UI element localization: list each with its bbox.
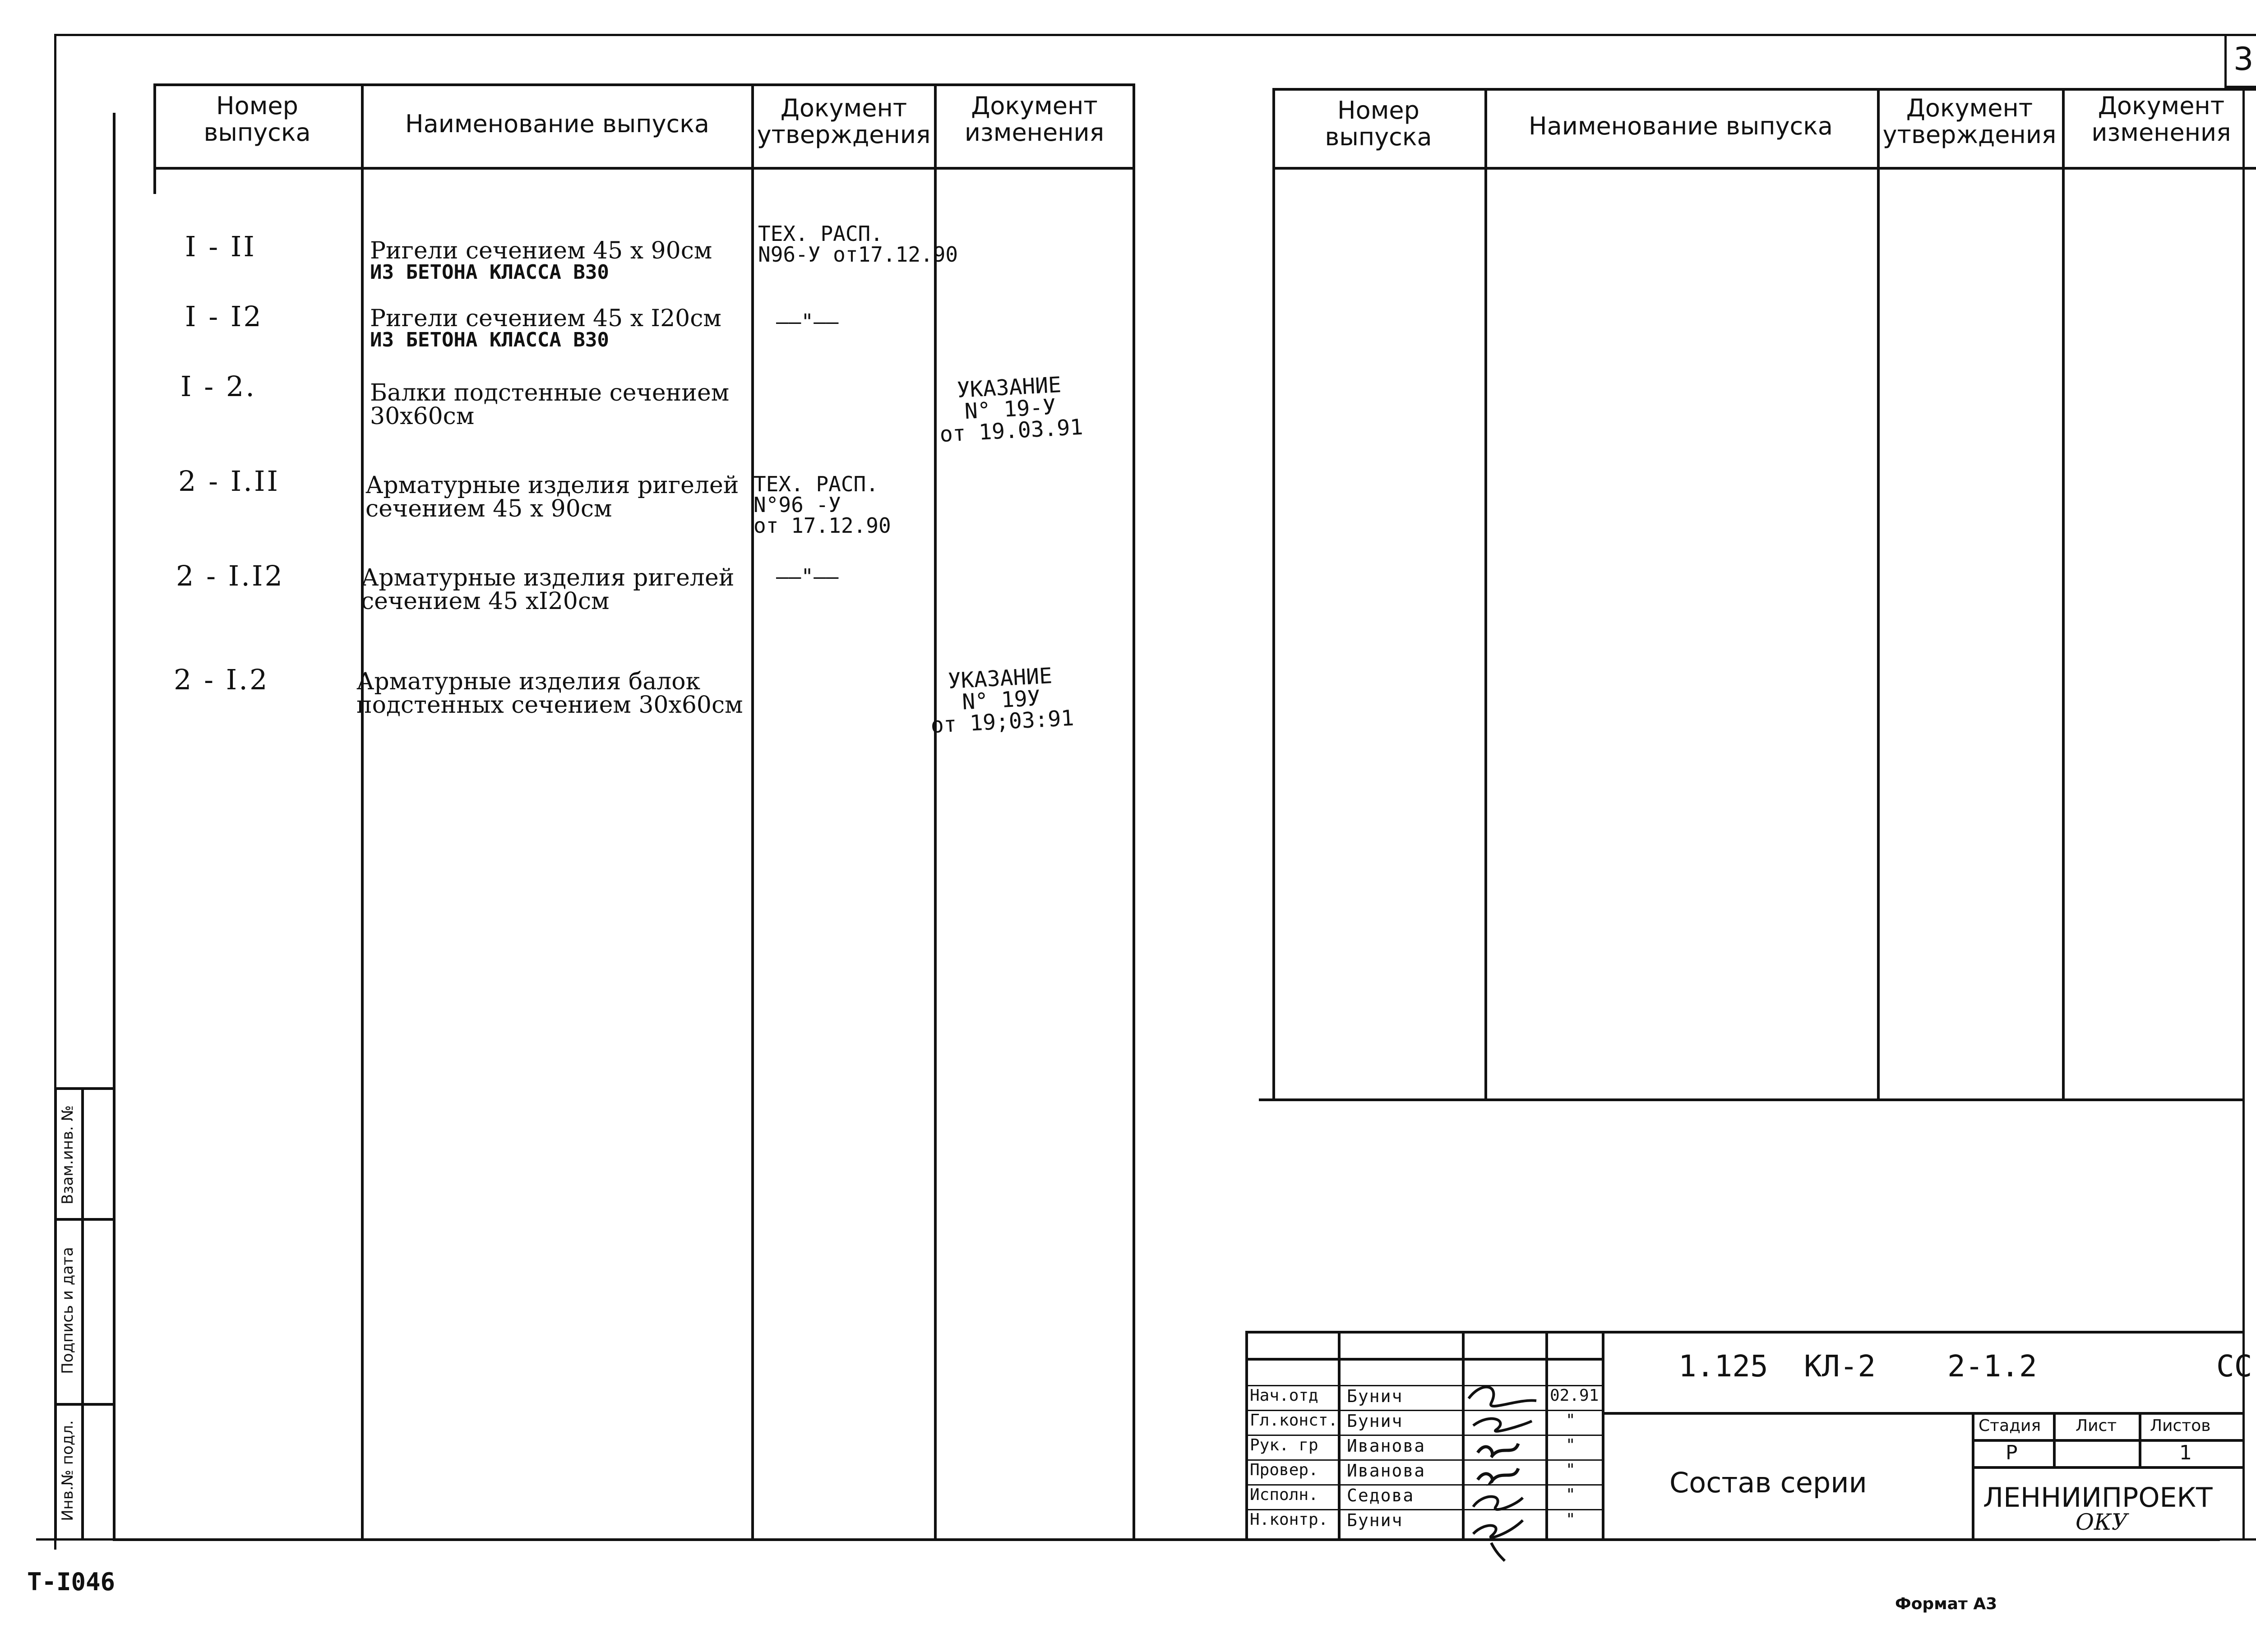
signer-name-1: Бунич [1347, 1386, 1403, 1406]
signature-marks [1464, 1362, 1545, 1570]
right-col-header-approval: Документ утверждения [1882, 94, 2057, 149]
row-2-number: I - I2 [185, 300, 263, 333]
signer-date-6: " [1566, 1510, 1576, 1529]
row-4-number: 2 - I.II [178, 465, 280, 498]
row-1-title: Ригели сечением 45 х 90см ИЗ БЕТОНА КЛАССА В30 [370, 237, 712, 284]
row-2-approval: ——"—— [776, 309, 839, 334]
organization: ЛЕННИИПРОЕКТ [1983, 1482, 2213, 1514]
stage-label: Стадия [1979, 1417, 2041, 1435]
frame-top [54, 34, 2256, 36]
row-5-title: Арматурные изделия ригелей сечением 45 хI20см [361, 564, 735, 615]
row-3-title: Балки подстенные сечением 30х60см [370, 379, 730, 430]
row-3-change: УКАЗАНИЕ N° 19-У от 19.03.91 [939, 372, 1084, 448]
stamp-inv-replace: Взам.инв. № [59, 1105, 77, 1205]
document-code: 1.125 КЛ-2 2-1.2 СС [1678, 1349, 2252, 1384]
col-header-title: Наименование выпуска [405, 110, 709, 138]
right-col-header-change: Документ изменения [2091, 92, 2231, 147]
signer-role-2: Гл.конст. [1250, 1411, 1338, 1430]
organization-dept: ОКУ [2076, 1509, 2128, 1535]
sheet-number: 3 [2233, 41, 2254, 78]
signer-role-4: Провер. [1250, 1461, 1318, 1479]
stamp-sign-date: Подпись и дата [59, 1247, 77, 1374]
signer-role-3: Рук. гр [1250, 1436, 1318, 1454]
col-header-approval: Документ утверждения [757, 94, 931, 149]
archive-number: Т-I046 [27, 1568, 116, 1596]
signer-role-5: Исполн. [1250, 1486, 1318, 1504]
right-col-header-title: Наименование выпуска [1529, 112, 1833, 140]
inner-frame-right [2242, 90, 2245, 1538]
row-6-change: УКАЗАНИЕ N° 19У от 19;03:91 [930, 663, 1075, 738]
row-2-title: Ригели сечением 45 х I20см ИЗ БЕТОНА КЛАССА В30 [370, 305, 721, 351]
sheet-label: Лист [2076, 1417, 2117, 1435]
sheets-label: Листов [2150, 1417, 2211, 1435]
signer-name-3: Иванова [1347, 1436, 1426, 1456]
col-header-number: Номер выпуска [203, 92, 311, 147]
inner-frame-left [113, 113, 116, 1538]
row-4-title: Арматурные изделия ригелей сечением 45 х 90см [365, 472, 739, 522]
right-col-header-number: Номер выпуска [1325, 96, 1432, 152]
signer-role-1: Нач.отд [1250, 1386, 1318, 1405]
stamp-inv-orig: Инв.№ подл. [59, 1420, 77, 1521]
stage-value: Р [2006, 1441, 2018, 1464]
format-label: Формат А3 [1895, 1595, 1997, 1613]
signer-date-1: 02.91 [1550, 1386, 1599, 1405]
row-4-approval: ТЕХ. РАСП. N°96 -У от 17.12.90 [754, 472, 891, 538]
row-1-number: I - II [185, 230, 256, 263]
row-5-approval: ——"—— [776, 564, 839, 589]
signer-role-6: Н.контр. [1250, 1510, 1328, 1529]
signer-name-5: Седова [1347, 1486, 1415, 1505]
row-6-title: Арматурные изделия балок подстенных сечением 30х60см [356, 668, 743, 719]
signer-date-2: " [1566, 1411, 1576, 1430]
signer-name-6: Бунич [1347, 1510, 1403, 1530]
row-6-number: 2 - I.2 [174, 663, 269, 696]
signer-name-4: Иванова [1347, 1461, 1426, 1481]
signer-date-5: " [1566, 1486, 1576, 1504]
row-3-number: I - 2. [180, 370, 257, 403]
signer-name-2: Бунич [1347, 1411, 1403, 1431]
document-title: Состав серии [1669, 1466, 1867, 1499]
signer-date-4: " [1566, 1461, 1576, 1479]
sheets-value: 1 [2179, 1441, 2192, 1464]
row-1-approval: ТЕХ. РАСП. N96-У от17.12.90 [758, 221, 958, 267]
signer-date-3: " [1566, 1436, 1576, 1454]
inner-frame-bottom [113, 1538, 2220, 1541]
row-5-number: 2 - I.I2 [176, 559, 284, 592]
col-header-change: Документ изменения [964, 92, 1105, 147]
